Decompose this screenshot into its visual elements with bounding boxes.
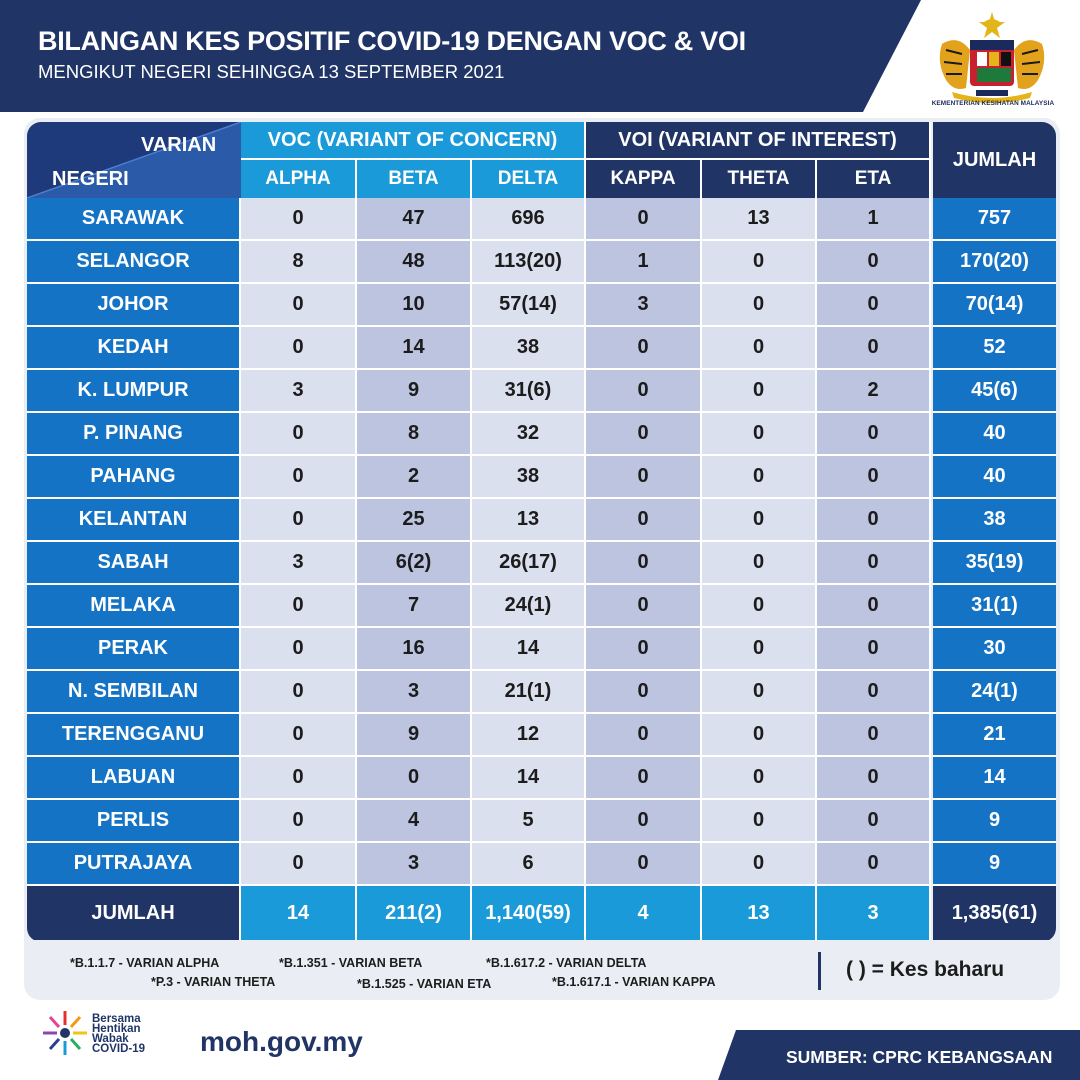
table-cell-alpha: 0 <box>241 714 357 757</box>
row-total: 40 <box>933 413 1056 456</box>
state-label: TERENGGANU <box>27 714 241 757</box>
table-cell-kappa: 0 <box>586 499 702 542</box>
table-cell-kappa: 0 <box>586 671 702 714</box>
table-cell-theta: 13 <box>702 198 817 241</box>
page-title: BILANGAN KES POSITIF COVID-19 DENGAN VOC & VOI <box>38 26 746 56</box>
table-cell-alpha: 0 <box>241 585 357 628</box>
footer-total-beta: 211(2) <box>357 886 472 940</box>
note-delta: *B.1.617.2 - VARIAN DELTA <box>486 956 647 970</box>
table-cell-beta: 10 <box>357 284 472 327</box>
note-beta: *B.1.351 - VARIAN BETA <box>279 956 423 970</box>
table-cell-theta: 0 <box>702 671 817 714</box>
table-cell-alpha: 0 <box>241 757 357 800</box>
corner-label-varian: VARIAN <box>141 134 217 156</box>
legend-divider <box>818 952 821 990</box>
table-cell-theta: 0 <box>702 714 817 757</box>
table-cell-delta: 57(14) <box>472 284 586 327</box>
table-cell-alpha: 0 <box>241 327 357 370</box>
campaign-line-2: Hentikan <box>92 1023 141 1035</box>
table-cell-theta: 0 <box>702 241 817 284</box>
row-total: 45(6) <box>933 370 1056 413</box>
grand-total: 1,385(61) <box>933 886 1056 940</box>
table-cell-alpha: 0 <box>241 499 357 542</box>
column-header-kappa: KAPPA <box>586 160 702 198</box>
table-cell-beta: 14 <box>357 327 472 370</box>
footer-total-delta: 1,140(59) <box>472 886 586 940</box>
column-header-theta: THETA <box>702 160 817 198</box>
table-cell-alpha: 0 <box>241 456 357 499</box>
column-header-delta: DELTA <box>472 160 586 198</box>
table-cell-kappa: 1 <box>586 241 702 284</box>
state-label: PERAK <box>27 628 241 671</box>
legend-new-cases: ( ) = Kes baharu <box>846 958 1005 981</box>
table-cell-eta: 0 <box>817 284 931 327</box>
table-cell-alpha: 0 <box>241 628 357 671</box>
website-link[interactable]: moh.gov.my <box>200 1026 363 1057</box>
table-cell-delta: 113(20) <box>472 241 586 284</box>
footer-total-alpha: 14 <box>241 886 357 940</box>
table-cell-eta: 2 <box>817 370 931 413</box>
table-cell-theta: 0 <box>702 800 817 843</box>
table-cell-beta: 8 <box>357 413 472 456</box>
table-cell-eta: 0 <box>817 542 931 585</box>
table-cell-kappa: 0 <box>586 370 702 413</box>
row-total: 52 <box>933 327 1056 370</box>
row-total: 70(14) <box>933 284 1056 327</box>
table-cell-eta: 0 <box>817 628 931 671</box>
row-total: 14 <box>933 757 1056 800</box>
table-cell-theta: 0 <box>702 456 817 499</box>
table-cell-theta: 0 <box>702 370 817 413</box>
table-cell-eta: 0 <box>817 413 931 456</box>
table-cell-theta: 0 <box>702 327 817 370</box>
table-cell-alpha: 3 <box>241 542 357 585</box>
state-label: PERLIS <box>27 800 241 843</box>
column-header-beta: BETA <box>357 160 472 198</box>
table-cell-delta: 13 <box>472 499 586 542</box>
row-total: 170(20) <box>933 241 1056 284</box>
footer-total-kappa: 4 <box>586 886 702 940</box>
table-cell-kappa: 0 <box>586 198 702 241</box>
table-cell-alpha: 0 <box>241 843 357 886</box>
table-cell-delta: 38 <box>472 327 586 370</box>
table-cell-kappa: 0 <box>586 628 702 671</box>
table-cell-eta: 0 <box>817 241 931 284</box>
table-cell-alpha: 3 <box>241 370 357 413</box>
table-cell-theta: 0 <box>702 284 817 327</box>
footer-total-label: JUMLAH <box>27 886 241 940</box>
table-cell-theta: 0 <box>702 757 817 800</box>
footer-total-theta: 13 <box>702 886 817 940</box>
table-cell-kappa: 0 <box>586 456 702 499</box>
table-cell-kappa: 0 <box>586 327 702 370</box>
table-cell-kappa: 0 <box>586 714 702 757</box>
page-subtitle: MENGIKUT NEGERI SEHINGGA 13 SEPTEMBER 2021 <box>38 61 505 82</box>
table-cell-beta: 2 <box>357 456 472 499</box>
table-cell-eta: 0 <box>817 800 931 843</box>
state-label: P. PINANG <box>27 413 241 456</box>
row-total: 24(1) <box>933 671 1056 714</box>
note-eta: *B.1.525 - VARIAN ETA <box>357 977 492 991</box>
table-cell-alpha: 0 <box>241 284 357 327</box>
table-cell-theta: 0 <box>702 843 817 886</box>
table-cell-alpha: 0 <box>241 413 357 456</box>
table-cell-kappa: 0 <box>586 757 702 800</box>
table-cell-theta: 0 <box>702 585 817 628</box>
variant-table <box>27 122 1056 942</box>
table-cell-delta: 5 <box>472 800 586 843</box>
table-cell-delta: 14 <box>472 757 586 800</box>
table-cell-beta: 9 <box>357 370 472 413</box>
table-cell-theta: 0 <box>702 542 817 585</box>
table-cell-eta: 0 <box>817 327 931 370</box>
malaysia-coat-of-arms-icon <box>932 10 1052 105</box>
table-cell-beta: 48 <box>357 241 472 284</box>
table-cell-beta: 3 <box>357 671 472 714</box>
table-cell-kappa: 0 <box>586 800 702 843</box>
table-cell-alpha: 0 <box>241 800 357 843</box>
table-cell-kappa: 0 <box>586 585 702 628</box>
table-cell-delta: 14 <box>472 628 586 671</box>
table-cell-eta: 0 <box>817 671 931 714</box>
state-label: PUTRAJAYA <box>27 843 241 886</box>
campaign-line-1: Bersama <box>92 1013 141 1025</box>
table-cell-eta: 0 <box>817 714 931 757</box>
table-cell-beta: 16 <box>357 628 472 671</box>
table-cell-delta: 6 <box>472 843 586 886</box>
row-total: 9 <box>933 843 1056 886</box>
table-cell-beta: 3 <box>357 843 472 886</box>
table-cell-beta: 47 <box>357 198 472 241</box>
note-alpha: *B.1.1.7 - VARIAN ALPHA <box>70 956 220 970</box>
table-cell-alpha: 0 <box>241 198 357 241</box>
state-label: JOHOR <box>27 284 241 327</box>
group-header-voc: VOC (VARIANT OF CONCERN) <box>241 122 586 160</box>
table-cell-delta: 24(1) <box>472 585 586 628</box>
table-cell-kappa: 3 <box>586 284 702 327</box>
state-label: K. LUMPUR <box>27 370 241 413</box>
state-label: KELANTAN <box>27 499 241 542</box>
table-cell-delta: 12 <box>472 714 586 757</box>
state-label: SELANGOR <box>27 241 241 284</box>
state-label: MELAKA <box>27 585 241 628</box>
state-label: SARAWAK <box>27 198 241 241</box>
table-cell-delta: 32 <box>472 413 586 456</box>
row-total: 9 <box>933 800 1056 843</box>
table-cell-delta: 21(1) <box>472 671 586 714</box>
source-label: SUMBER: CPRC KEBANGSAAN <box>786 1047 1053 1067</box>
table-cell-beta: 9 <box>357 714 472 757</box>
table-cell-kappa: 0 <box>586 542 702 585</box>
table-cell-theta: 0 <box>702 628 817 671</box>
state-label: SABAH <box>27 542 241 585</box>
campaign-line-4: COVID-19 <box>92 1043 146 1055</box>
ministry-label: KEMENTERIAN KESIHATAN MALAYSIA <box>931 100 1055 107</box>
group-header-voi: VOI (VARIANT OF INTEREST) <box>586 122 931 160</box>
row-total: 21 <box>933 714 1056 757</box>
table-cell-beta: 25 <box>357 499 472 542</box>
row-total: 35(19) <box>933 542 1056 585</box>
table-cell-beta: 7 <box>357 585 472 628</box>
table-cell-kappa: 0 <box>586 843 702 886</box>
table-cell-beta: 6(2) <box>357 542 472 585</box>
column-header-jumlah: JUMLAH <box>933 122 1056 198</box>
corner-label-negeri: NEGERI <box>52 168 129 190</box>
note-kappa: *B.1.617.1 - VARIAN KAPPA <box>552 975 716 989</box>
state-label: KEDAH <box>27 327 241 370</box>
state-label: PAHANG <box>27 456 241 499</box>
table-cell-beta: 4 <box>357 800 472 843</box>
column-header-alpha: ALPHA <box>241 160 357 198</box>
state-label: N. SEMBILAN <box>27 671 241 714</box>
table-cell-eta: 1 <box>817 198 931 241</box>
table-cell-alpha: 8 <box>241 241 357 284</box>
footer-total-eta: 3 <box>817 886 931 940</box>
row-total: 30 <box>933 628 1056 671</box>
table-cell-delta: 31(6) <box>472 370 586 413</box>
table-cell-eta: 0 <box>817 757 931 800</box>
note-theta: *P.3 - VARIAN THETA <box>151 975 276 989</box>
table-cell-alpha: 0 <box>241 671 357 714</box>
table-cell-eta: 0 <box>817 843 931 886</box>
row-total: 38 <box>933 499 1056 542</box>
table-cell-theta: 0 <box>702 413 817 456</box>
table-cell-delta: 38 <box>472 456 586 499</box>
table-cell-beta: 0 <box>357 757 472 800</box>
state-label: LABUAN <box>27 757 241 800</box>
row-total: 40 <box>933 456 1056 499</box>
table-cell-kappa: 0 <box>586 413 702 456</box>
campaign-line-3: Wabak <box>92 1033 129 1045</box>
table-cell-delta: 696 <box>472 198 586 241</box>
row-total: 757 <box>933 198 1056 241</box>
column-header-eta: ETA <box>817 160 931 198</box>
table-cell-delta: 26(17) <box>472 542 586 585</box>
table-cell-theta: 0 <box>702 499 817 542</box>
row-total: 31(1) <box>933 585 1056 628</box>
table-cell-eta: 0 <box>817 456 931 499</box>
table-cell-eta: 0 <box>817 585 931 628</box>
table-cell-eta: 0 <box>817 499 931 542</box>
